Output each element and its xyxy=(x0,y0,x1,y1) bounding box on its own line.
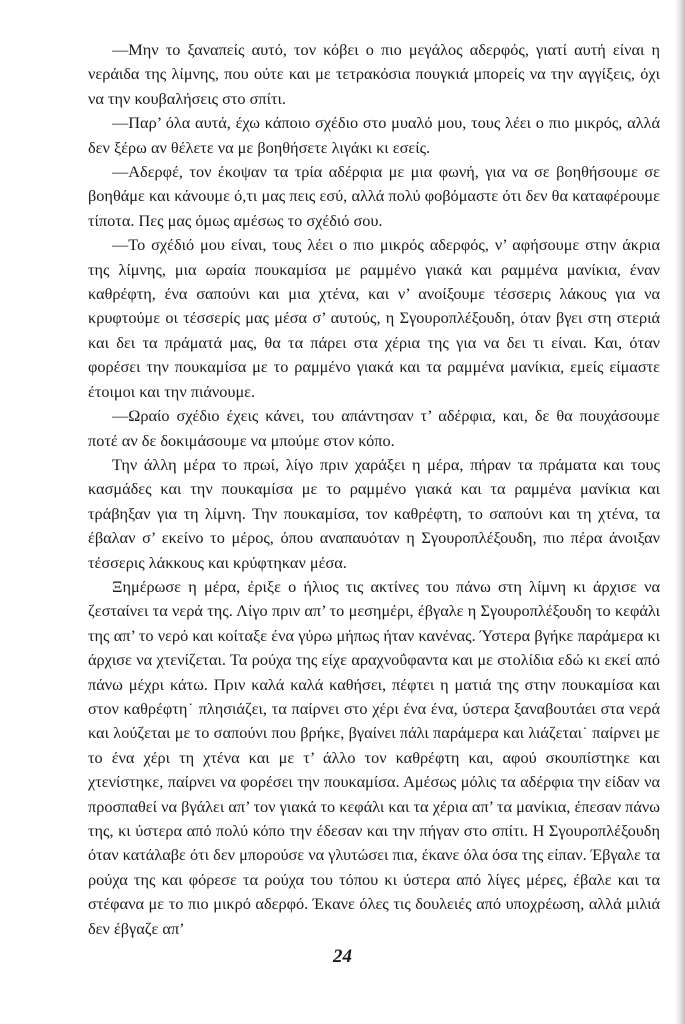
paragraph: Την άλλη μέρα το πρωί, λίγο πριν χαράξει η μέρα, πήραν τα πράματα και τους κασμάδες και την πουκαμίσα με το ραμμένο γιακά και τα ραμμένα μανίκια και τράβηξαν για τη λίμνη. Την πουκαμίσα, τον καθρέφτη, το σαπούνι και τη χτένα, τα έβαλαν σ’ εκείνο το μέρος, όπου αναπαυόταν η Σγουροπλέξουδη, πιο πέρα άνοιξαν τέσσερις λάκκους και κρύφτηκαν μέσα. xyxy=(88,454,660,572)
paragraph: —Το σχέδιό μου είναι, τους λέει ο πιο μικρός αδερφός, ν’ αφήσουμε στην άκρια της λίμνης, μια ωραία πουκαμίσα με ραμμένο γιακά και ραμμένα μανίκια, έναν καθρέφτη, ένα σαπούνι και μια χτένα, και ν’ ανοίξουμε τέσσερις λάκους για να κρυφτούμε οι τέσσερίς μας μέσα σ’ αυτούς, η Σγουροπλέξουδη, όταν βγει στη στεριά και δει τα πράματά μας, θα τα πάρει στα χέρια της για να δει τι είναι. Και, όταν φορέσει την πουκαμίσα με το ραμμένο γιακά και τα ραμμένα μανίκια, εμείς είμαστε έτοιμοι και την πιάνουμε. xyxy=(88,235,660,401)
paragraph: —Ωραίο σχέδιο έχεις κάνει, του απάντησαν τ’ αδέρφια, και, δε θα πουχάσουμε ποτέ αν δε δοκιμάσουμε να μπούμε στον κόπο. xyxy=(88,406,660,450)
paragraph: Ξημέρωσε η μέρα, έριξε ο ήλιος τις ακτίνες του πάνω στη λίμνη κι άρχισε να ζεσταίνει τα νερά της. Λίγο πριν απ’ το μεσημέρι, έβγαλε η Σγουροπλέξουδη το κεφάλι της απ’ το νερό και κοίταξε ένα γύρω μήπως ήταν κανένας. Ύστερα βγήκε παράμερα κι άρχισε να χτενίζεται. Τα ρούχα της είχε αραχνοΰφαντα και με στολίδια εδώ κι εκεί από πάνω μέχρι κάτω. Πριν καλά καλά καθήσει, πέφτει η ματιά της στην πουκαμίσα και στον καθρέφτη˙ πλησιάζει, τα παίρνει στο χέρι ένα ένα, ύστερα ξαναβουτάει στα νερά και λούζεται με το σαπούνι που βρήκε, βγαίνει πάλι παράμερα και λιάζεται˙ παίρνει με το ένα χέρι τη χτένα και με τ’ άλλο τον καθρέφτη και, αφού σκουπίστηκε και χτενίστηκε, παίρνει να φορέσει την πουκαμίσα. Αμέσως μόλις τα αδέρφια την είδαν να προσπαθεί να βγάλει απ’ τον γιακά το κεφάλι και τα χέρια απ’ τα μανίκια, έπεσαν πάνω της, κι ύστερα από πολύ κόπο την έδεσαν και την πήγαν στο σπίτι. Η Σγουροπλέξουδη όταν κατάλαβε ότι δεν μπορούσε να γλυτώσει πια, έκανε όλα όσα της είπαν. Έβγαλε τα ρούχα της και φόρεσε τα ρούχα του τόπου κι ύστερα από λίγες μέρες, έβαλε και τα στέφανα με το πιο μικρό αδερφό. Έκανε όλες τις δουλειές από υποχρέωση, αλλά μιλιά δεν έβγαζε απ’ xyxy=(88,576,660,938)
paragraph: —Αδερφέ, τον έκοψαν τα τρία αδέρφια με μια φωνή, για να σε βοηθήσουμε σε βοηθάμε και κάνουμε ό,τι μας πεις εσύ, αλλά πολύ φοβόμαστε ότι δεν θα καταφέρουμε τίποτα. Πες μας όμως αμέσως το σχέδιό σου. xyxy=(88,162,660,230)
body-text xyxy=(88,38,660,941)
page-number: 24 xyxy=(333,946,352,967)
paragraph: —Παρ’ όλα αυτά, έχω κάποιο σχέδιο στο μυαλό μου, τους λέει ο πιο μικρός, αλλά δεν ξέρω αν θέλετε να με βοηθήσετε λιγάκι κι εσείς. xyxy=(88,113,660,157)
paragraph: —Μην το ξαναπείς αυτό, τον κόβει ο πιο μεγάλος αδερφός, γιατί αυτή είναι η νεράιδα της λίμνης, που ούτε και με τετρακόσια πουγκιά μπορείς να την αγγίξεις, όχι να την κουβαλήσεις στο σπίτι. xyxy=(88,40,660,108)
page-edge-shadow xyxy=(675,0,685,1024)
